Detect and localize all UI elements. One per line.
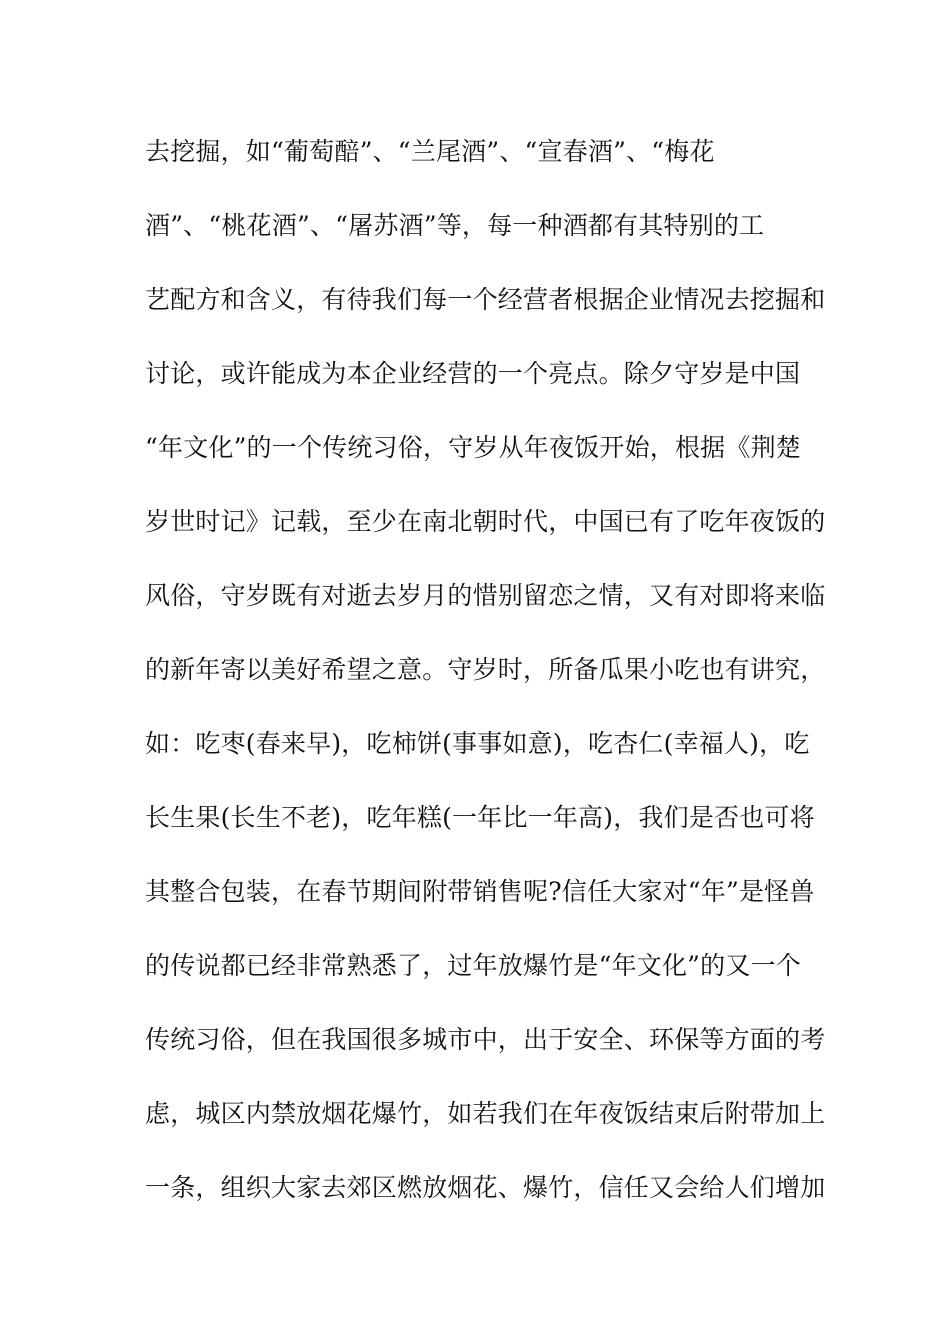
text-line: 酒”、“桃花酒”、“屠苏酒”等，每一种酒都有其特别的工 bbox=[145, 211, 765, 240]
text-line: 风俗，守岁既有对逝去岁月的惜别留恋之情，又有对即将来临 bbox=[145, 581, 826, 610]
text-line: 的新年寄以美好希望之意。守岁时，所备瓜果小吃也有讲究， bbox=[145, 655, 826, 684]
text-line: 艺配方和含义，有待我们每一个经营者根据企业情况去挖掘和 bbox=[145, 285, 826, 314]
text-line: 其整合包装，在春节期间附带销售呢?信任大家对“年”是怪兽 bbox=[145, 877, 815, 906]
text-line: 岁世时记》记载，至少在南北朝时代，中国已有了吃年夜饭的 bbox=[145, 507, 826, 536]
text-line: “年文化”的一个传统习俗，守岁从年夜饭开始，根据《荆楚 bbox=[145, 433, 801, 462]
text-line: 如：吃枣(春来早)，吃柿饼(事事如意)，吃杏仁(幸福人)，吃 bbox=[145, 729, 810, 758]
text-line: 虑，城区内禁放烟花爆竹，如若我们在年夜饭结束后附带加上 bbox=[145, 1099, 826, 1128]
text-line: 的传说都已经非常熟悉了，过年放爆竹是“年文化”的又一个 bbox=[145, 951, 801, 980]
text-line: 讨论，或许能成为本企业经营的一个亮点。除夕守岁是中国 bbox=[145, 359, 801, 388]
text-line: 一条，组织大家去郊区燃放烟花、爆竹，信任又会给人们增加 bbox=[145, 1173, 826, 1202]
body-text bbox=[145, 130, 826, 1240]
text-line: 传统习俗，但在我国很多城市中，出于安全、环保等方面的考 bbox=[145, 1025, 826, 1054]
text-line: 长生果(长生不老)，吃年糕(一年比一年高)，我们是否也可将 bbox=[145, 803, 815, 832]
text-line: 去挖掘，如“葡萄醅”、“兰尾酒”、“宣春酒”、“梅花 bbox=[145, 137, 715, 166]
